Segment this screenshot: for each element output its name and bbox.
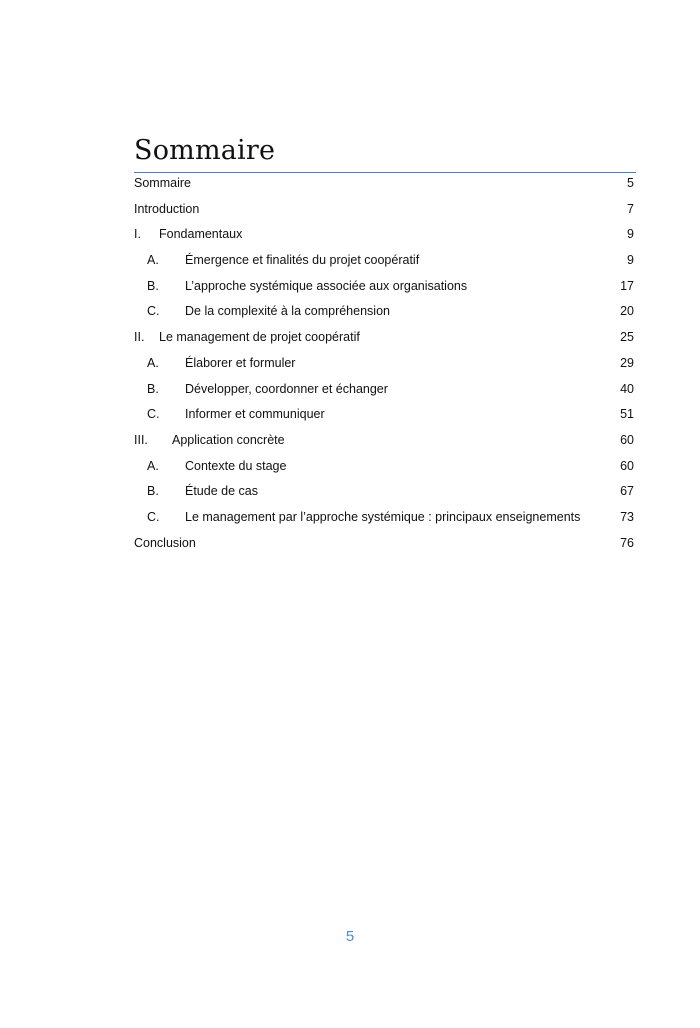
toc-entry-page: 29 [620, 355, 634, 370]
toc-entry-label: Émergence et finalités du projet coopératif [185, 253, 420, 268]
toc-entry-number: C. [147, 407, 160, 422]
toc-entry[interactable] [134, 456, 634, 482]
toc-entry-label: Contexte du stage [185, 458, 287, 473]
toc-entry-number: C. [147, 304, 160, 319]
toc-entry[interactable] [134, 327, 634, 353]
toc-entry-page: 9 [627, 253, 634, 268]
toc-entry-page: 76 [620, 535, 634, 550]
toc-entry-label: Fondamentaux [159, 227, 243, 242]
toc-entry-page: 17 [620, 278, 634, 293]
toc-entry-page: 73 [620, 509, 634, 524]
toc-entry-label: Conclusion [134, 535, 196, 550]
toc-entry-number: III. [134, 432, 148, 447]
toc-entry-label: Le management par l’approche systémique : principaux enseignements [185, 509, 581, 524]
toc-entry-label: De la complexité à la compréhension [185, 304, 390, 319]
toc-entry[interactable] [134, 250, 634, 276]
toc-entry-page: 20 [620, 304, 634, 319]
toc-entry-label: Élaborer et formuler [185, 355, 296, 370]
toc-entry-number: II. [134, 330, 145, 345]
toc-entry[interactable] [134, 276, 634, 302]
toc-entry[interactable] [134, 404, 634, 430]
page-number: 5 [345, 928, 355, 945]
toc-entry-page: 40 [620, 381, 634, 396]
page-title: Sommaire [134, 135, 276, 166]
toc-entry-page: 60 [620, 432, 634, 447]
toc-entry-label: L’approche systémique associée aux organisations [185, 278, 468, 293]
toc-entry-page: 5 [627, 176, 634, 190]
toc-entry[interactable] [134, 481, 634, 507]
toc-entry-label: Développer, coordonner et échanger [185, 381, 388, 396]
toc-entry-number: I. [134, 227, 141, 242]
toc-entry[interactable] [134, 199, 634, 225]
toc-entry-label: Introduction [134, 201, 200, 216]
toc-entry-page: 60 [620, 458, 634, 473]
toc-entry[interactable] [134, 301, 634, 327]
toc-entry[interactable] [134, 379, 634, 405]
toc-entry-label: Le management de projet coopératif [159, 330, 360, 345]
toc-entry-page: 7 [627, 201, 634, 216]
toc-entry-label: Application concrète [172, 432, 285, 447]
toc-entry-number: B. [147, 381, 159, 396]
toc-entry-page: 9 [627, 227, 634, 242]
toc-entry[interactable] [134, 224, 634, 250]
table-of-contents [134, 173, 634, 558]
toc-entry-number: A. [147, 458, 159, 473]
toc-entry-number: A. [147, 253, 159, 268]
toc-entry-page: 25 [620, 330, 634, 345]
toc-entry-label: Informer et communiquer [185, 407, 325, 422]
toc-entry-label: Sommaire [134, 176, 191, 190]
toc-entry-number: C. [147, 509, 160, 524]
toc-entry-number: A. [147, 355, 159, 370]
toc-entry-page: 67 [620, 484, 634, 499]
toc-entry[interactable] [134, 430, 634, 456]
toc-entry[interactable] [134, 173, 634, 199]
toc-entry[interactable] [134, 353, 634, 379]
toc-entry-page: 51 [620, 407, 634, 422]
toc-entry[interactable] [134, 533, 634, 559]
toc-entry-number: B. [147, 278, 159, 293]
toc-entry[interactable] [134, 507, 634, 533]
toc-entry-label: Étude de cas [185, 484, 258, 499]
toc-entry-number: B. [147, 484, 159, 499]
